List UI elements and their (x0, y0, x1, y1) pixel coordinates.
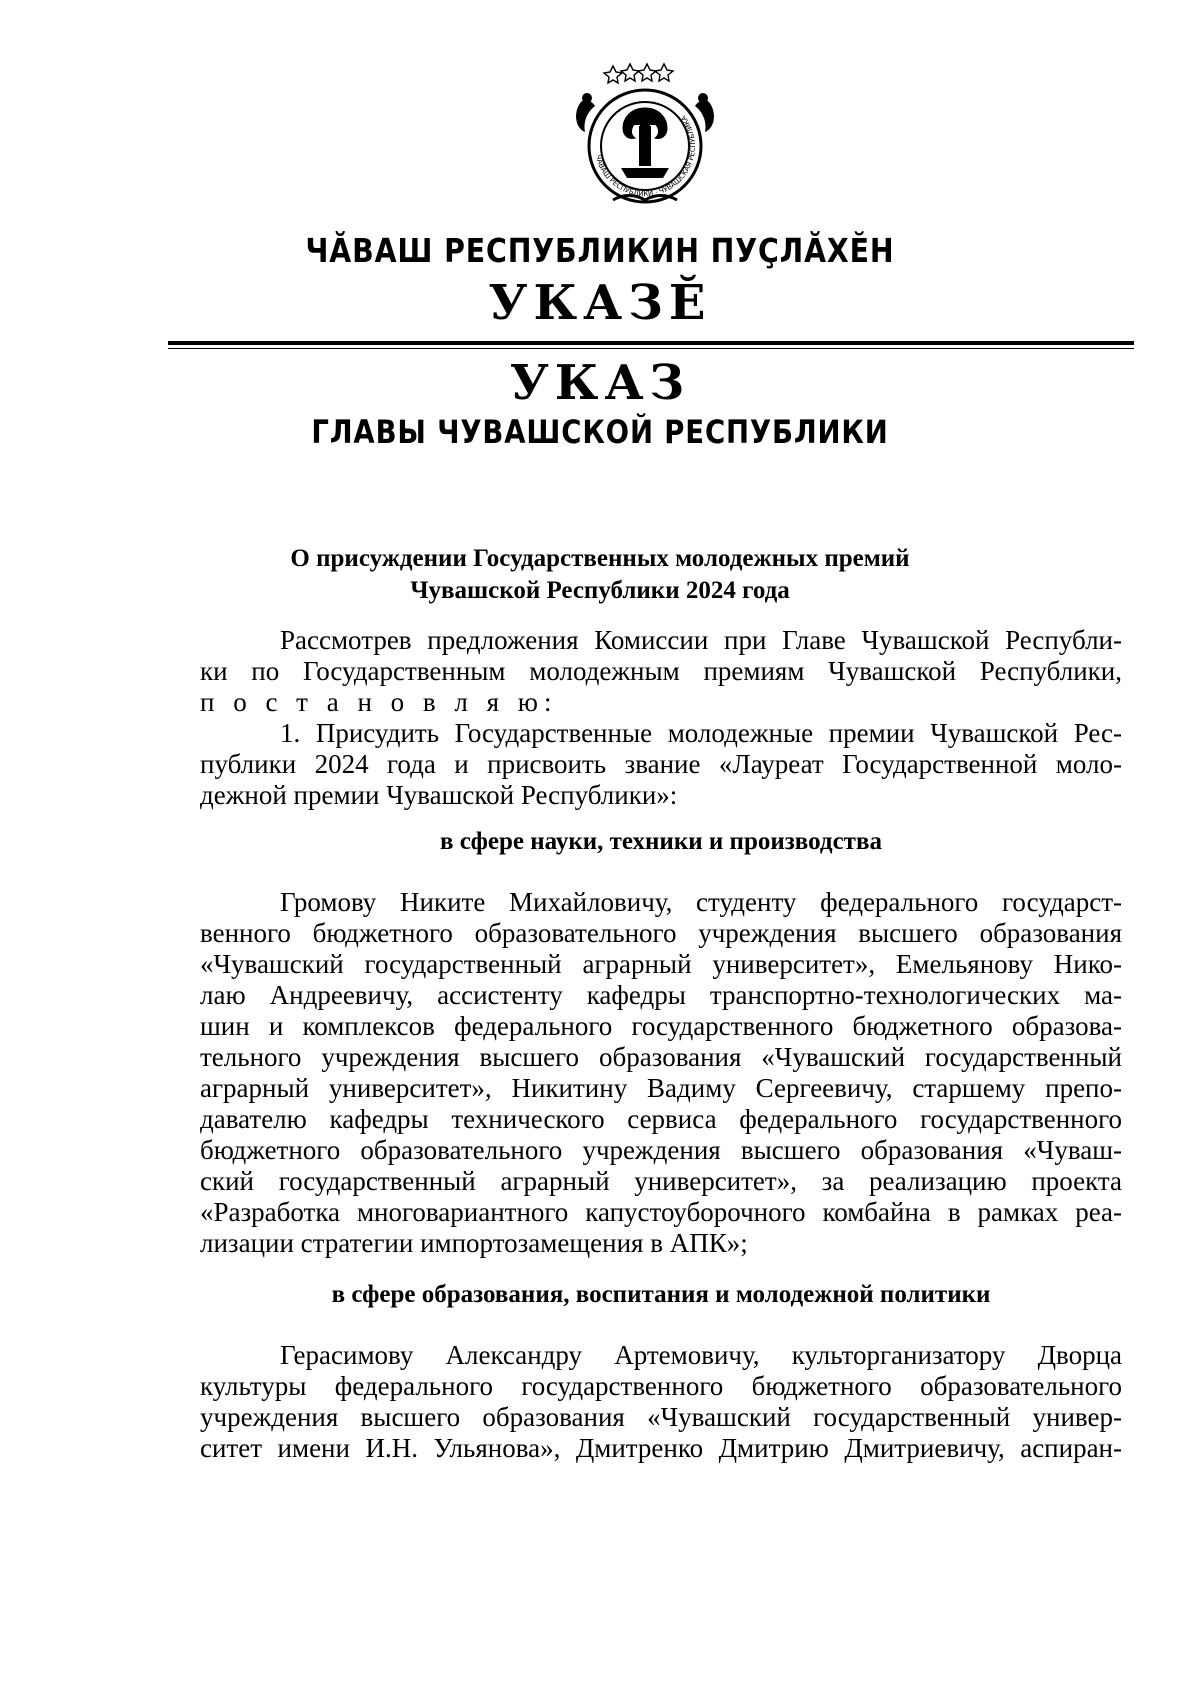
text-line: лаю Андреевичу, ассистенту кафедры транспортно-технологических ма- (200, 980, 1122, 1010)
intro-paragraph (200, 625, 1122, 811)
text-line: Громову Никите Михайловичу, студенту федерального государст- (280, 887, 1122, 917)
chuvash-head-title: ЧӐВАШ РЕСПУБЛИКИН ПУҪЛӐХӖН (305, 231, 895, 270)
text-line: венного бюджетного образовательного учреждения высшего образования (200, 918, 1122, 948)
stars-icon (604, 64, 673, 83)
section-science-paragraph (200, 887, 1122, 1259)
chuvash-decree-word: УКАЗӖ (488, 275, 712, 331)
decree-title-line: О присуждении Государственных молодежных премий (290, 545, 910, 572)
header-divider-thin (168, 348, 1134, 349)
text-line: публики 2024 года и присвоить звание «Лауреат Государственной моло- (200, 749, 1122, 779)
text-line: ситет имени И.Н. Ульянова», Дмитренко Дмитрию Дмитриевичу, аспиран- (200, 1433, 1122, 1463)
text-line: культуры федерального государственного бюджетного образовательного (200, 1371, 1122, 1401)
text-line: Герасимову Александру Артемовичу, культорганизатору Дворца (280, 1340, 1122, 1370)
text-line: «Разработка многовариантного капустоуборочного комбайна в рамках реа- (200, 1197, 1122, 1227)
emblem-ribbon-text: ЧӐВАШ РЕСПУБЛИКИ · ЧУВАШСКАЯ РЕСПУБЛИКА (593, 114, 698, 199)
section-heading-education: в сфере образования, воспитания и молодежной политики (331, 1281, 991, 1308)
text-line: бюджетного образовательного учреждения высшего образования «Чуваш- (200, 1135, 1122, 1165)
tree-of-life-icon (621, 108, 669, 178)
text-line: 1. Присудить Государственные молодежные премии Чувашской Рес- (280, 718, 1122, 748)
text-line: аграрный университет», Никитину Вадиму Сергеевичу, старшему препо- (200, 1073, 1122, 1103)
decree-title (200, 543, 1000, 607)
text-line: ки по Государственным молодежным премиям Чувашской Республики, (200, 656, 1122, 686)
section-heading-science: в сфере науки, техники и производства (440, 828, 882, 855)
text-line: «Чувашский государственный аграрный университет», Емельянову Нико- (200, 949, 1122, 979)
decree-title-line: Чувашской Республики 2024 года (410, 577, 790, 604)
section-education-paragraph (200, 1340, 1122, 1464)
russian-decree-word: УКАЗ (509, 355, 691, 411)
text-line: шин и комплексов федерального государственного бюджетного образова- (200, 1011, 1122, 1041)
text-line: Рассмотрев предложения Комиссии при Главе Чувашской Республи- (280, 625, 1122, 655)
text-line: тельного учреждения высшего образования «Чувашский государственный (200, 1042, 1122, 1072)
header-divider-thick (168, 341, 1134, 345)
text-line: лизации стратегии импортозамещения в АПК»; (200, 1228, 748, 1258)
text-line: ский государственный аграрный университет», за реализацию проекта (200, 1166, 1122, 1196)
russian-head-title: ГЛАВЫ ЧУВАШСКОЙ РЕСПУБЛИКИ (311, 413, 889, 451)
resolve-word: п о с т а н о в л я ю: (200, 687, 558, 717)
coat-of-arms-emblem (573, 60, 717, 206)
text-line: дежной премии Чувашской Республики»: (200, 780, 678, 810)
text-line: давателю кафедры технического сервиса федерального государственного (200, 1104, 1122, 1134)
text-line: учреждения высшего образования «Чувашский государственный универ- (200, 1402, 1122, 1432)
